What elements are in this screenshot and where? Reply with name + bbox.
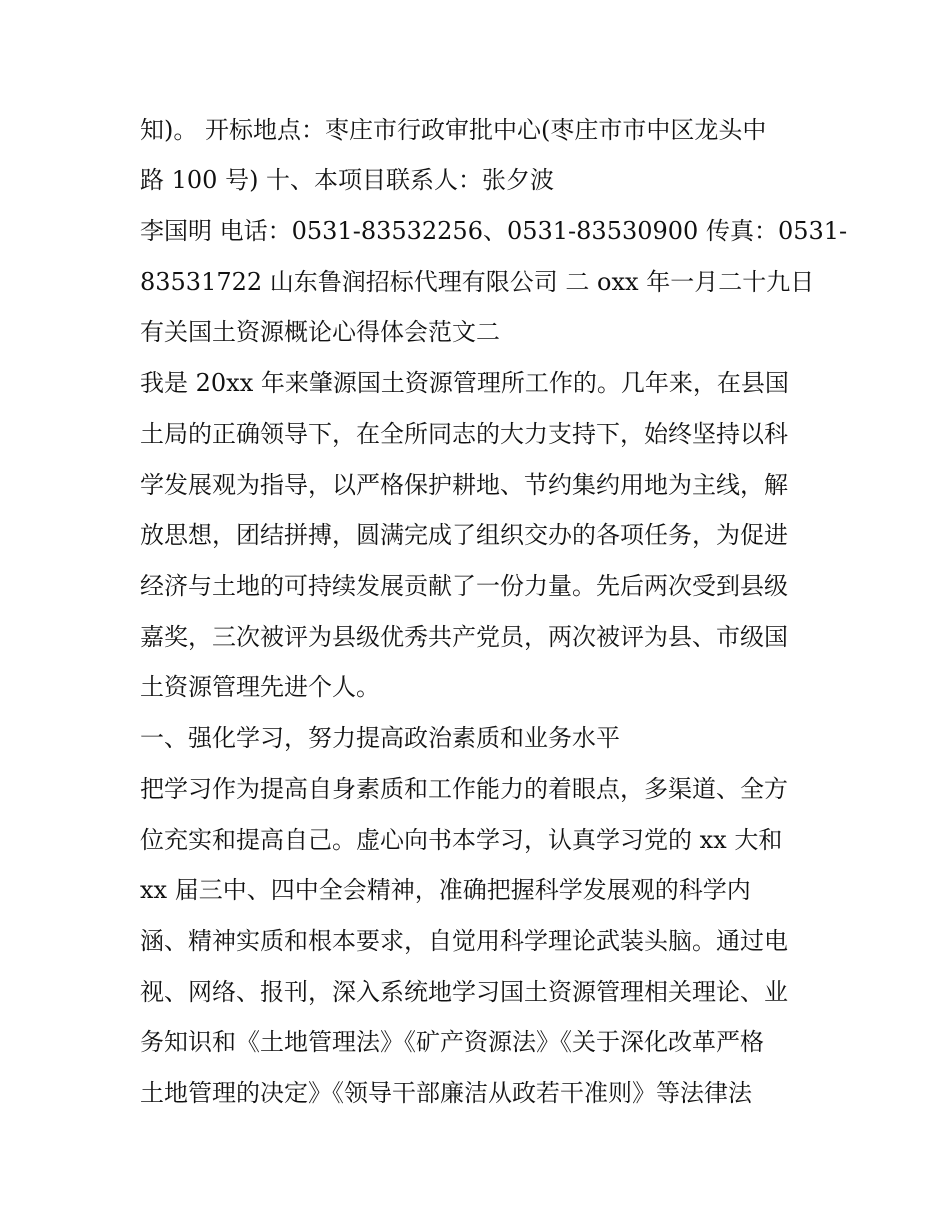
text-line: 把学习作为提高自身素质和工作能力的着眼点，多渠道、全方: [140, 775, 788, 803]
text-line: 务知识和《土地管理法》《矿产资源法》《关于深化改革严格: [140, 1028, 764, 1056]
text-line: 土地管理的决定》《领导干部廉洁从政若干准则》等法律法: [140, 1079, 752, 1107]
text-line: 我是 20xx 年来肇源国土资源管理所工作的。几年来，在县国: [140, 369, 789, 397]
section-heading: 一、强化学习，努力提高政治素质和业务水平: [140, 724, 620, 752]
text-line: 视、网络、报刊，深入系统地学习国土资源管理相关理论、业: [140, 978, 788, 1006]
text-line: 嘉奖，三次被评为县级优秀共产党员，两次被评为县、市级国: [140, 623, 788, 651]
text-line: 李国明 电话：0531-83532256、0531-83530900 传真：0531-: [140, 217, 848, 245]
text-line: 土局的正确领导下，在全所同志的大力支持下，始终坚持以科: [140, 420, 788, 448]
text-line: 土资源管理先进个人。: [140, 673, 380, 701]
text-line: 知)。 开标地点：枣庄市行政审批中心(枣庄市市中区龙头中: [140, 116, 767, 144]
text-line: 经济与土地的可持续发展贡献了一份力量。先后两次受到县级: [140, 572, 788, 600]
text-line: 涵、精神实质和根本要求，自觉用科学理论武装头脑。通过电: [140, 927, 788, 955]
text-line: 学发展观为指导，以严格保护耕地、节约集约用地为主线，解: [140, 471, 788, 499]
text-line: 路 100 号) 十、本项目联系人：张夕波: [140, 166, 555, 194]
text-line: 放思想，团结拼搏，圆满完成了组织交办的各项任务，为促进: [140, 521, 788, 549]
text-line: xx 届三中、四中全会精神，准确把握科学发展观的科学内: [140, 876, 751, 904]
text-line: 83531722 山东鲁润招标代理有限公司 二 oxx 年一月二十九日: [140, 268, 815, 296]
text-line: 位充实和提高自己。虚心向书本学习，认真学习党的 xx 大和: [140, 826, 783, 854]
section-title: 有关国土资源概论心得体会范文二: [140, 318, 500, 346]
